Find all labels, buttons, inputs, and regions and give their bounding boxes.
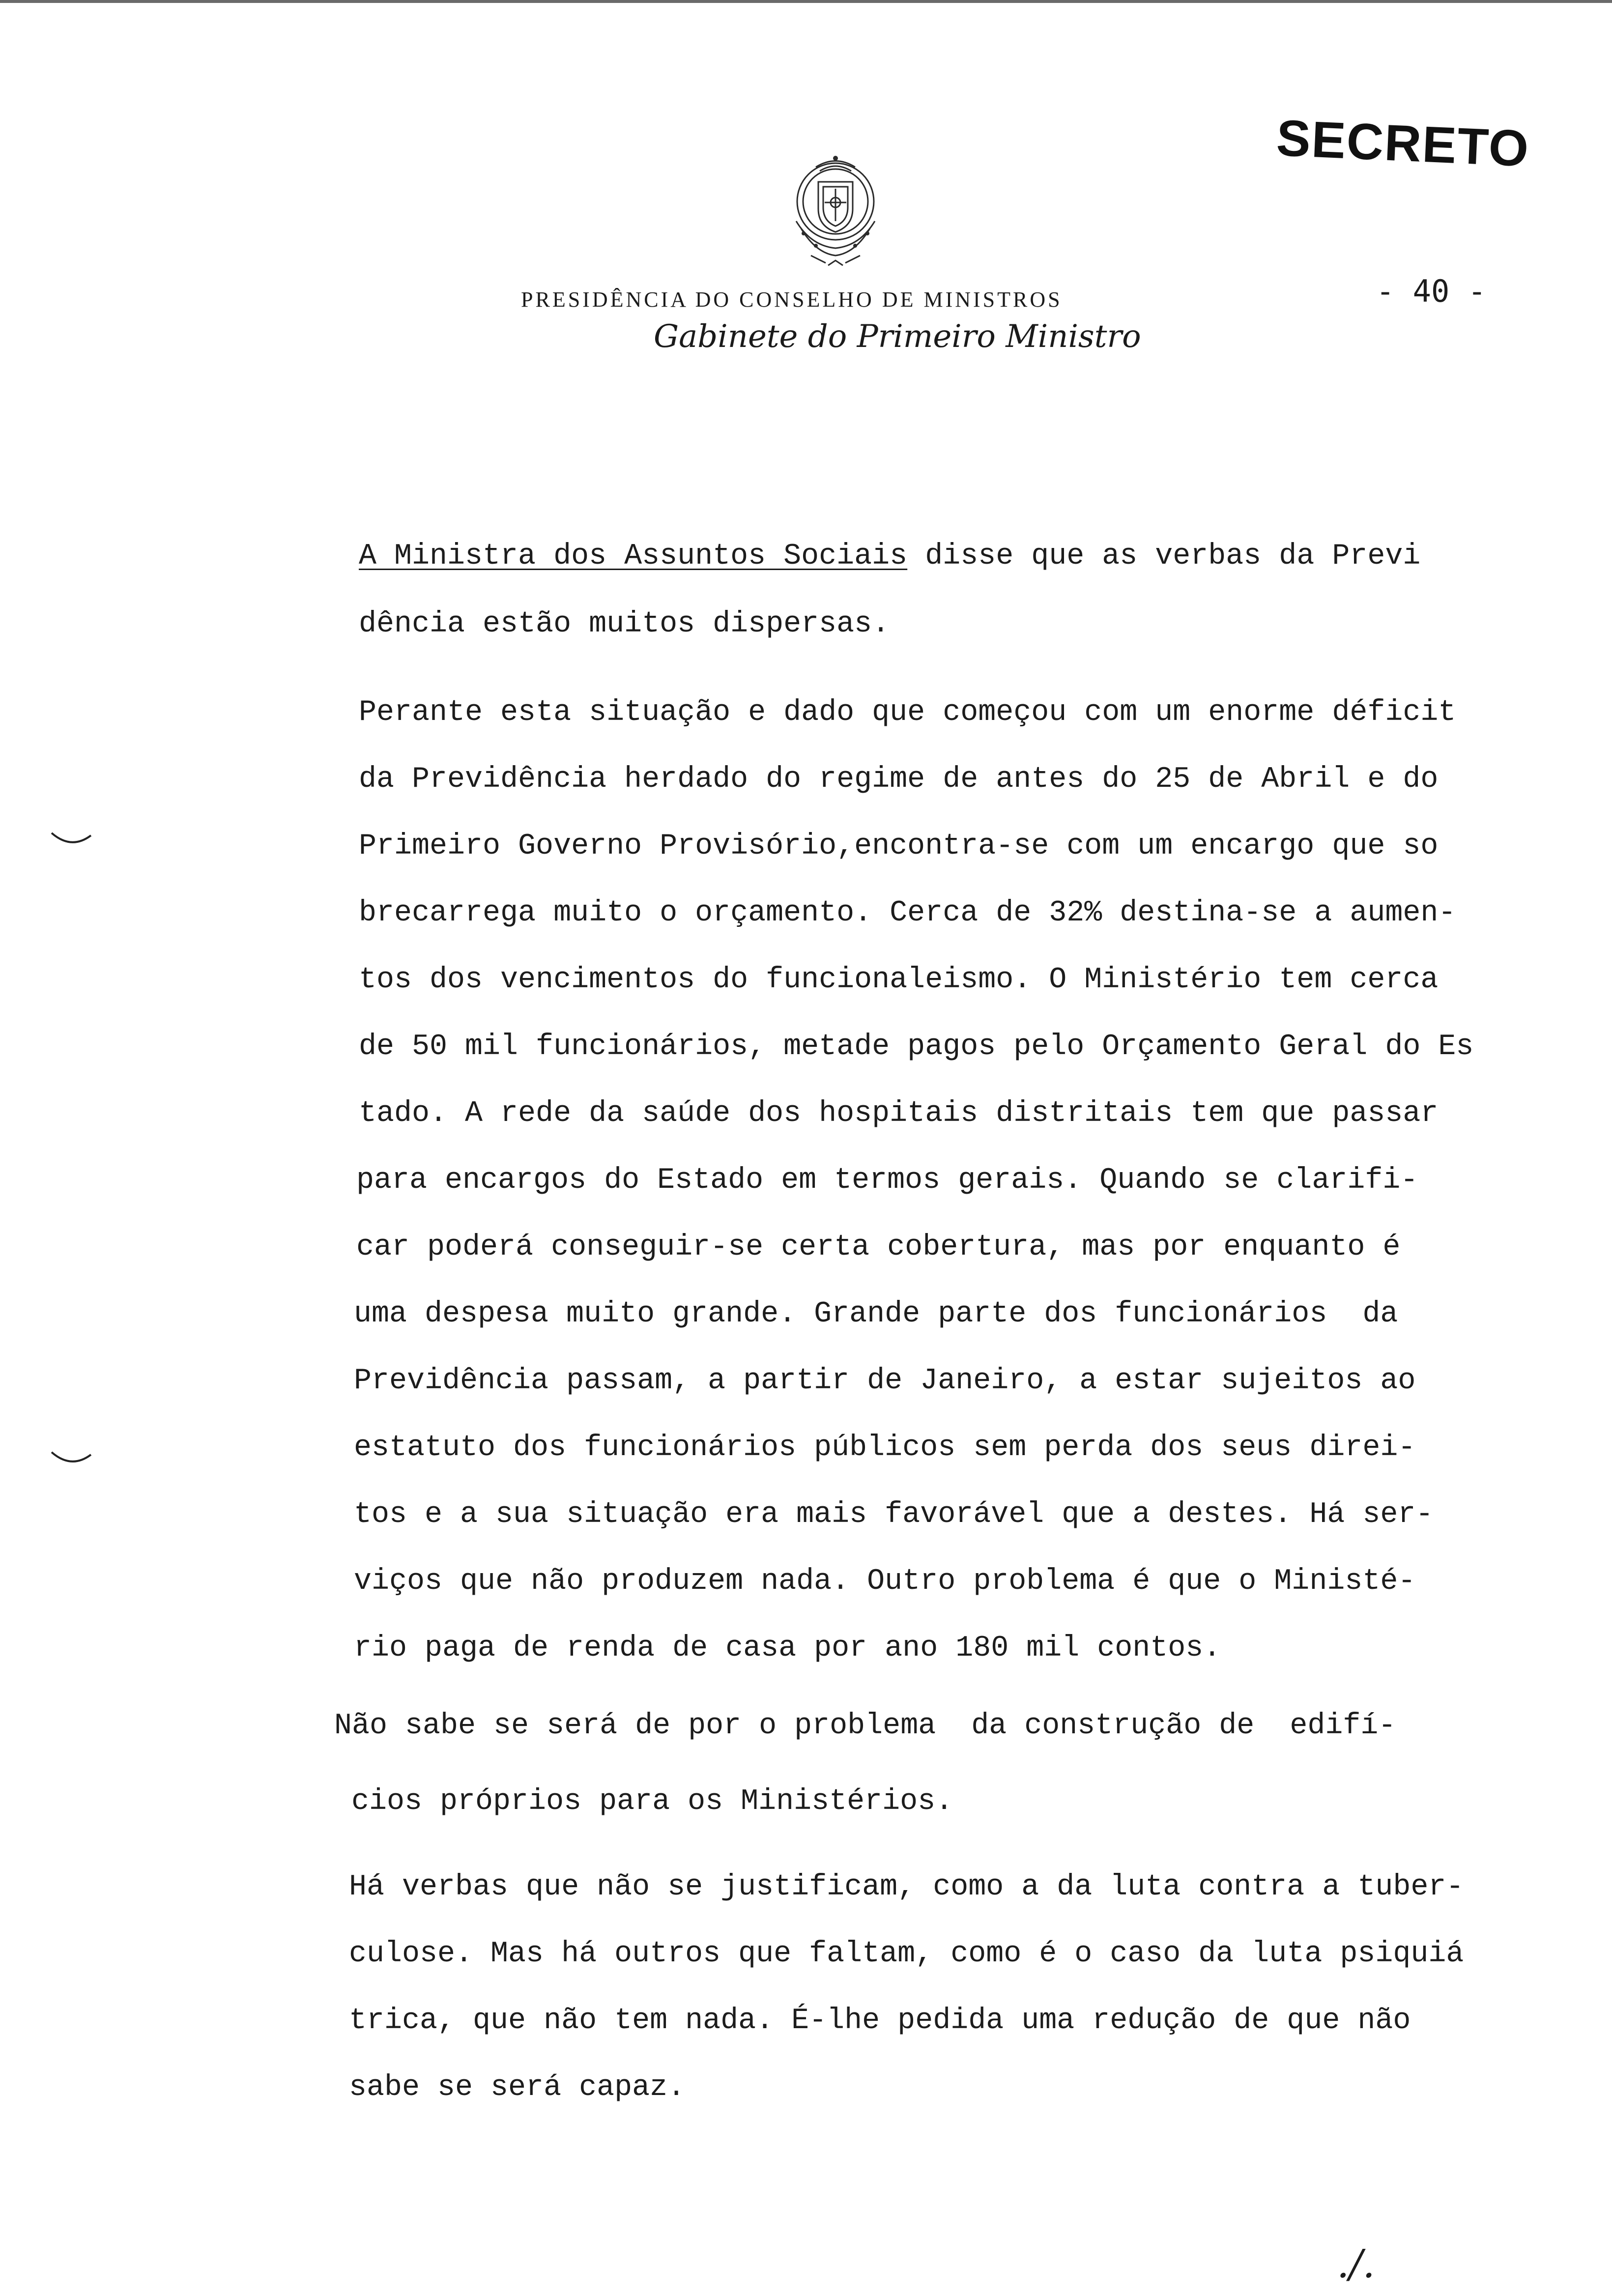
- body-line: tos dos vencimentos do funcionaleismo. O Ministério tem cerca: [359, 963, 1439, 997]
- body-line: da Previdência herdado do regime de antes do 25 de Abril e do: [359, 763, 1439, 796]
- body-line: de 50 mil funcionários, metade pagos pelo Orçamento Geral do Es: [359, 1030, 1474, 1063]
- coat-of-arms-emblem: [781, 147, 890, 270]
- body-line: rio paga de renda de casa por ano 180 mil contos.: [354, 1632, 1221, 1665]
- body-line: Não sabe se será de por o problema da construção de edifí-: [334, 1709, 1396, 1743]
- continuation-mark: ./.: [1337, 2241, 1375, 2287]
- body-line: sabe se será capaz.: [349, 2071, 686, 2104]
- body-line: [359, 537, 1420, 576]
- body-line: viços que não produzem nada. Outro problema é que o Ministé-: [354, 1565, 1416, 1598]
- punch-hole-mark: [49, 1450, 93, 1469]
- body-line-text: disse que as verbas da Previ: [907, 540, 1421, 573]
- body-line: para encargos do Estado em termos gerais. Quando se clarifi-: [356, 1164, 1418, 1197]
- institution-title: PRESIDÊNCIA DO CONSELHO DE MINISTROS: [521, 287, 1063, 312]
- body-line: car poderá conseguir-se certa cobertura, mas por enquanto é: [356, 1231, 1401, 1264]
- body-line: Perante esta situação e dado que começou com um enorme déficit: [359, 696, 1456, 729]
- classification-stamp: SECRETO: [1275, 109, 1531, 178]
- page-number: - 40 -: [1376, 273, 1486, 309]
- punch-hole-mark: [49, 831, 93, 850]
- body-line: dência estão muitos dispersas.: [359, 607, 890, 641]
- body-line: Previdência passam, a partir de Janeiro, a estar sujeitos ao: [354, 1364, 1416, 1398]
- office-subtitle: Gabinete do Primeiro Ministro: [654, 318, 1141, 355]
- body-line: tado. A rede da saúde dos hospitais distritais tem que passar: [359, 1097, 1439, 1130]
- body-line: cios próprios para os Ministérios.: [351, 1785, 953, 1818]
- body-line: trica, que não tem nada. É-lhe pedida uma redução de que não: [349, 2004, 1411, 2038]
- body-line: brecarrega muito o orçamento. Cerca de 32% destina-se a aumen-: [359, 896, 1456, 930]
- top-border: [0, 0, 1612, 3]
- body-line: tos e a sua situação era mais favorável que a destes. Há ser-: [354, 1498, 1434, 1531]
- body-line: culose. Mas há outros que faltam, como é o caso da luta psiquiá: [349, 1937, 1464, 1971]
- body-line: uma despesa muito grande. Grande parte dos funcionários da: [354, 1297, 1398, 1331]
- speaker-name: A Ministra dos Assuntos Sociais: [359, 540, 908, 573]
- body-line: estatuto dos funcionários públicos sem perda dos seus direi-: [354, 1431, 1416, 1464]
- body-line: Primeiro Governo Provisório,encontra-se com um encargo que so: [359, 830, 1439, 863]
- body-line: Há verbas que não se justificam, como a da luta contra a tuber-: [349, 1870, 1464, 1904]
